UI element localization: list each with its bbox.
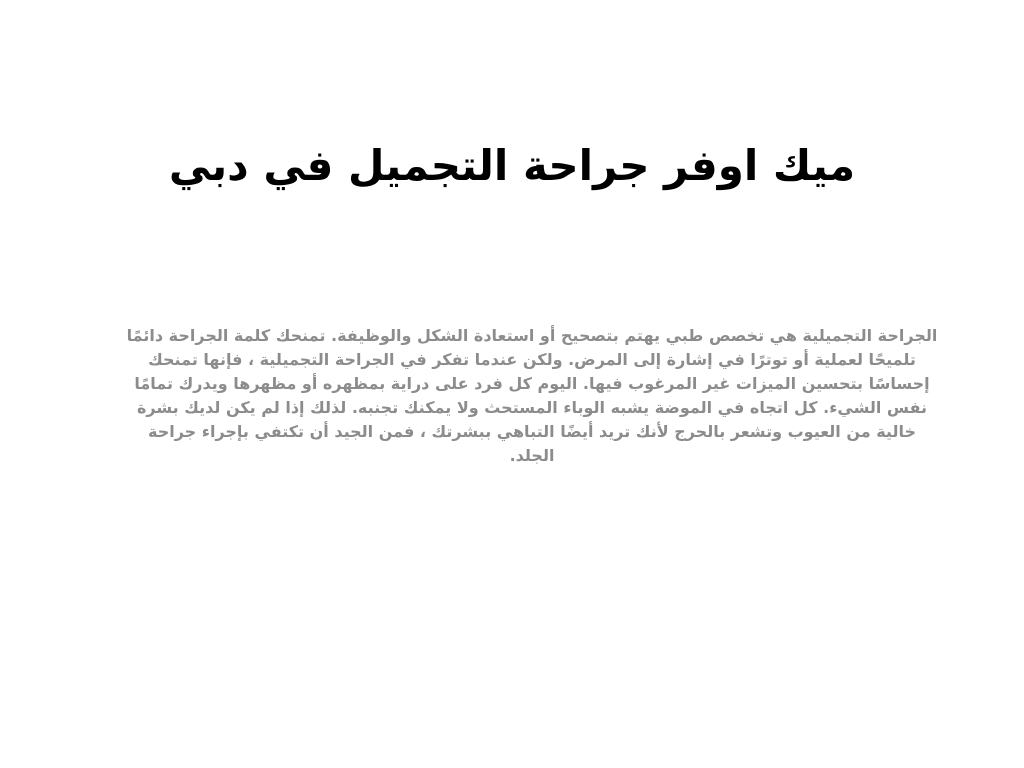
slide-body-text: الجراحة التجميلية هي تخصص طبي يهتم بتصحيح أو استعادة الشكل والوظيفة. تمنحك كلمة الجراحة دائمًا تلميحًا لعملية أو توترًا في إشارة إلى المرض. ولكن عندما تفكر في الجراحة التجميلية ، فإنها تمنحك إحساسًا بتحسين الميزات غير المرغوب فيها. اليوم كل فرد على دراية بمظهره أو مظهرها ويدرك تمامًا نفس الشيء. كل اتجاه في الموضة يشبه الوباء المستحث ولا يمكنك تجنبه. لذلك إذا لم يكن لديك بشرة خالية من العيوب وتشعر بالحرج لأنك تريد أيضًا التباهي ببشرتك ، فمن الجيد أن تكتفي بإجراء جراحة الجلد. <box>126 326 938 465</box>
slide-title: ميك اوفر جراحة التجميل في دبي <box>168 141 856 190</box>
